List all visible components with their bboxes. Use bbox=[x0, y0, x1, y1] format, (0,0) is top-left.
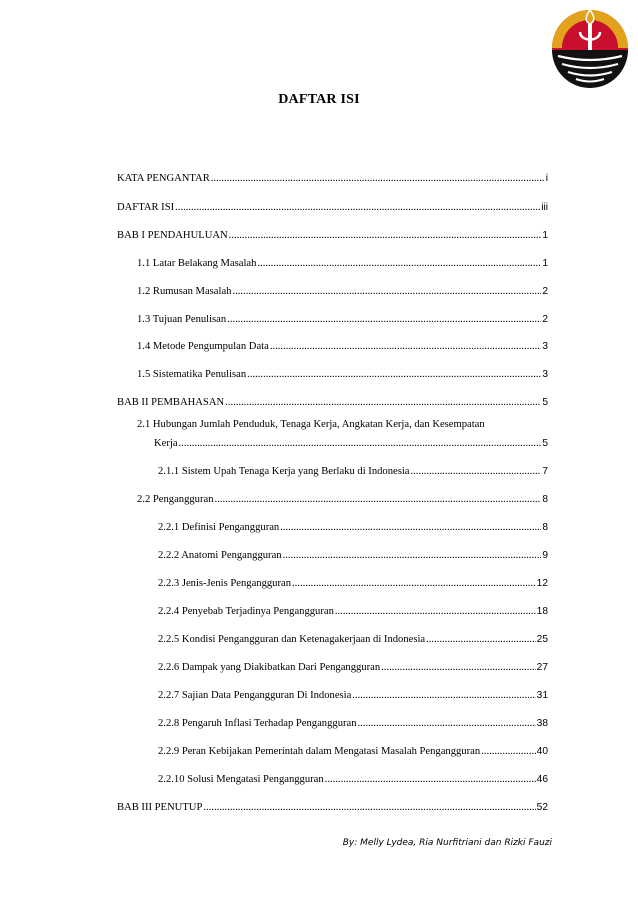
author-byline: By: Melly Lydea, Ria Nurfitriani dan Rizki Fauzi bbox=[342, 838, 552, 848]
toc-entry-1-2: 1.2 Rumusan Masalah ..... 2 bbox=[137, 285, 548, 298]
toc-entry-2-2-4: 2.2.4 Penyebab Terjadinya Pengangguran ..... 18 bbox=[158, 605, 548, 618]
toc-entry-2-2-5: 2.2.5 Kondisi Pengangguran dan Ketenagakerjaan di Indonesia ..... 25 bbox=[158, 633, 548, 646]
toc-entry-1-4: 1.4 Metode Pengumpulan Data ..... 3 bbox=[137, 340, 548, 353]
toc-entry-2-2-6: 2.2.6 Dampak yang Diakibatkan Dari Pengangguran ..... 27 bbox=[158, 661, 548, 674]
toc-entry-2-2-2: 2.2.2 Anatomi Pengangguran ..... 9 bbox=[158, 549, 548, 562]
toc-entry-bab-2: BAB II PEMBAHASAN ..... 5 bbox=[117, 396, 548, 409]
toc-entry-2-1-1: 2.1.1 Sistem Upah Tenaga Kerja yang Berlaku di Indonesia ..... 7 bbox=[158, 465, 548, 478]
toc-entry-2-2-7: 2.2.7 Sajian Data Pengangguran Di Indonesia ..... 31 bbox=[158, 689, 548, 702]
toc-entry-2-2-1: 2.2.1 Definisi Pengangguran ..... 8 bbox=[158, 521, 548, 534]
toc-entry-2-2-3: 2.2.3 Jenis-Jenis Pengangguran ..... 12 bbox=[158, 577, 548, 590]
toc-entry-2-2-10: 2.2.10 Solusi Mengatasi Pengangguran ..... 46 bbox=[158, 773, 548, 786]
toc-entry-daftar-isi: DAFTAR ISI ..... iii bbox=[117, 201, 548, 214]
page-title: DAFTAR ISI bbox=[278, 92, 360, 107]
toc-entry-2-2-9: 2.2.9 Peran Kebijakan Pemerintah dalam Mengatasi Masalah Pengangguran ..... 40 bbox=[158, 745, 548, 758]
toc-entry-1-1: 1.1 Latar Belakang Masalah ..... 1 bbox=[137, 257, 548, 270]
toc-entry-2-1-line1: 2.1 Hubungan Jumlah Penduduk, Tenaga Kerja, Angkatan Kerja, dan Kesempatan bbox=[137, 419, 485, 430]
toc-entry-kata-pengantar: KATA PENGANTAR ..... i bbox=[117, 172, 548, 185]
toc-entry-1-5: 1.5 Sistematika Penulisan ..... 3 bbox=[137, 368, 548, 381]
toc-entry-2-2: 2.2 Pengangguran ..... 8 bbox=[137, 493, 548, 506]
toc-entry-bab-3: BAB III PENUTUP ..... 52 bbox=[117, 801, 548, 814]
university-logo bbox=[548, 4, 632, 88]
toc-entry-2-1: Kerja ..... 5 bbox=[154, 437, 548, 450]
toc-entry-bab-1: BAB I PENDAHULUAN ..... 1 bbox=[117, 229, 548, 242]
toc-entry-2-2-8: 2.2.8 Pengaruh Inflasi Terhadap Pengangguran ..... 38 bbox=[158, 717, 548, 730]
toc-entry-1-3: 1.3 Tujuan Penulisan ..... 2 bbox=[137, 313, 548, 326]
